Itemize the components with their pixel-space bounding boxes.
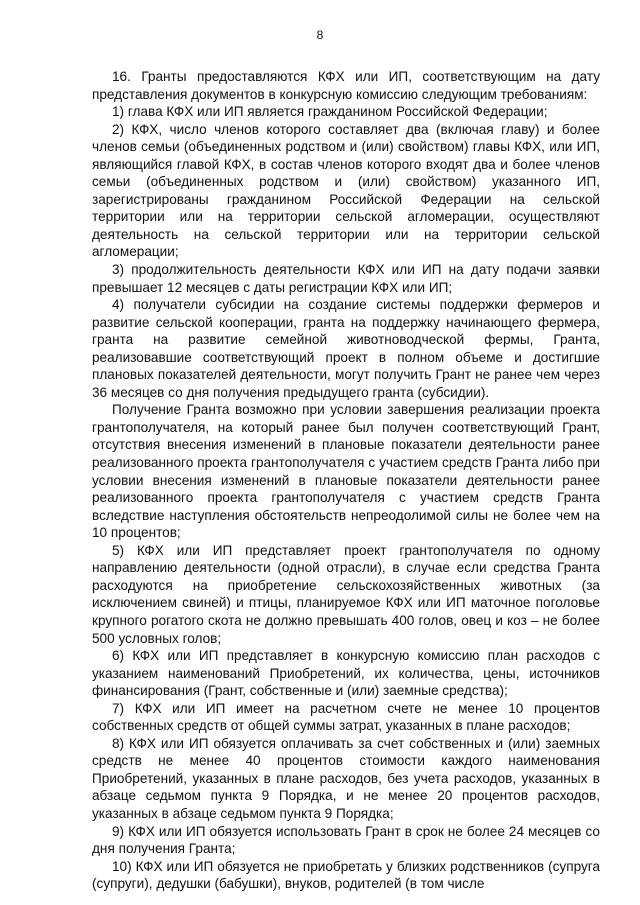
paragraph-item-8: 8) КФХ или ИП обязуется оплачивать за счет собственных и (или) заемных средств не менее 40 процентов стоимости каждого наименования Приобретений, указанных в плане расходов, без учета расходов, указанных в абзаце седьмом пункта 9 Порядка, и не менее 20 процентов расходов, указанных в абзаце седьмом пункта 9 Порядка; bbox=[92, 735, 600, 821]
paragraph-16-intro: 16. Гранты предоставляются КФХ или ИП, соответствующим на дату представления документов в конкурсную комиссию следующим требованиям: bbox=[92, 69, 600, 102]
paragraph-item-7: 7) КФХ или ИП имеет на расчетном счете не менее 10 процентов собственных средств от общей суммы затрат, указанных в плане расходов; bbox=[92, 700, 600, 734]
paragraph-item-10: 10) КФХ или ИП обязуется не приобретать у близких родственников (супруга (супруги), дедушки (бабушки), внуков, родителей (в том числе bbox=[92, 858, 600, 892]
paragraph-item-6: 6) КФХ или ИП представляет в конкурсную комиссию план расходов с указанием наименований Приобретений, их количества, цены, источников финансирования (Грант, собственные и (или) заемные средства); bbox=[92, 648, 600, 699]
document-body bbox=[92, 68, 600, 893]
paragraph-item-4-continuation: Получение Гранта возможно при условии завершения реализации проекта грантополучателя, на который ранее был получен соответствующий Грант, отсутствия внесения изменений в плановые показатели деятельности ранее реализованного проекта грантополучателя с участием средств Гранта либо при условии внесения изменений в плановые показатели деятельности ранее реализованного проекта грантополучателя с участием средств Гранта вследствие наступления обстоятельств непреодолимой силы не более чем на 10 процентов; bbox=[92, 402, 600, 541]
paragraph-item-4: 4) получатели субсидии на создание системы поддержки фермеров и развитие сельской кооперации, гранта на поддержку начинающего фермера, гранта на развитие семейной животноводческой фермы, Гранта, реализовавшие соответствующий проект в полном объеме и достигшие плановых показателей деятельности, могут получить Грант не ранее чем через 36 месяцев со дня получения предыдущего гранта (субсидии). bbox=[92, 297, 600, 400]
paragraph-item-3: 3) продолжительность деятельности КФХ или ИП на дату подачи заявки превышает 12 месяцев с даты регистрации КФХ или ИП; bbox=[92, 262, 600, 295]
paragraph-item-5: 5) КФХ или ИП представляет проект грантополучателя по одному направлению деятельности (одной отрасли), в случае если средства Гранта расходуются на приобретение сельскохозяйственных животных (за исключением свиней) и птицы, планируемое КФХ или ИП маточное поголовье крупного рогатого скота не должно превышать 400 голов, овец и коз – не более 500 условных голов; bbox=[92, 542, 600, 646]
page-number: 8 bbox=[316, 28, 324, 42]
paragraph-item-1: 1) глава КФХ или ИП является гражданином Российской Федерации; bbox=[112, 104, 548, 120]
paragraph-item-2: 2) КФХ, число членов которого составляет два (включая главу) и более членов семьи (объединенных родством и (или) свойством) главы КФХ, или ИП, являющийся главой КФХ, в состав членов которого входят два и более членов семьи (объединенных родством и (или) свойством) указанного ИП, зарегистрированы гражданином Российской Федерации на сельской территории или на территории сельской агломерации, осуществляют деятельность на сельской территории или на территории сельской агломерации; bbox=[92, 121, 600, 260]
paragraph-item-9: 9) КФХ или ИП обязуется использовать Грант в срок не более 24 месяцев со дня получения Гранта; bbox=[92, 823, 600, 857]
